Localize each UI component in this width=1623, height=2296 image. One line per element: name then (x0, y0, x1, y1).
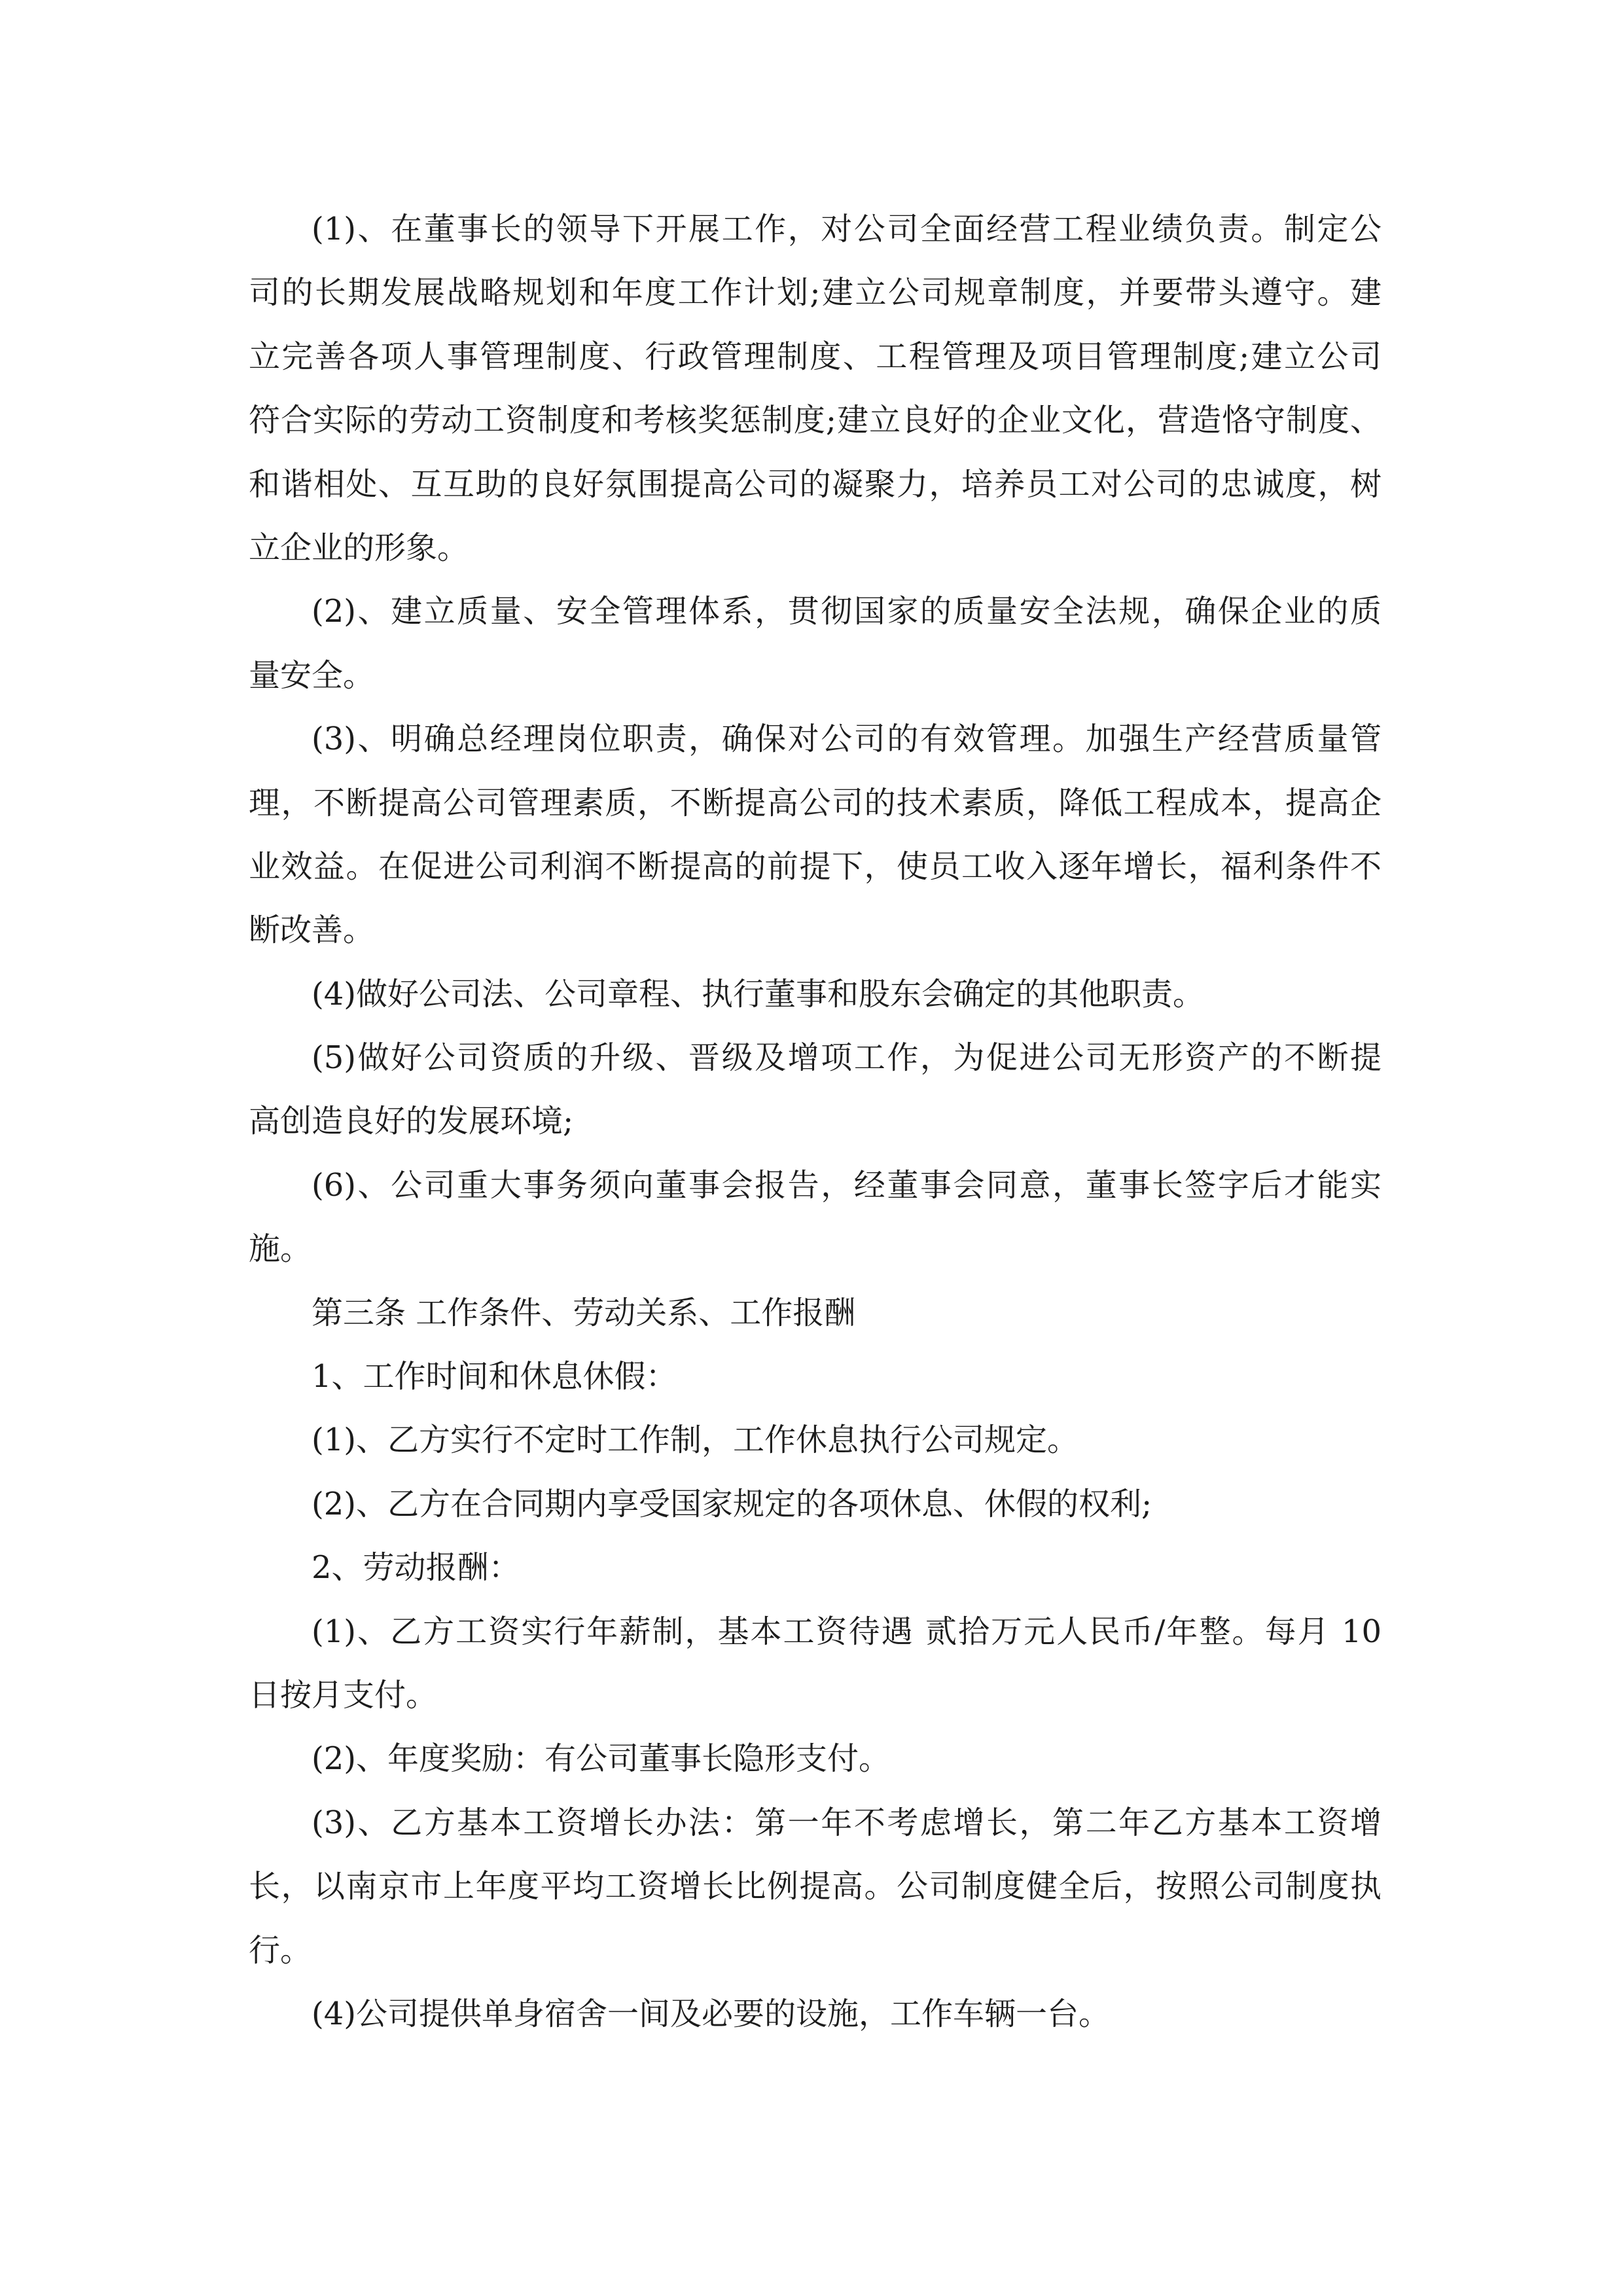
text-line: 符合实际的劳动工资制度和考核奖惩制度;建立良好的企业文化，营造恪守制度、 (249, 402, 1382, 439)
document-body (249, 198, 1382, 2046)
paragraph-duty-2 (249, 580, 1382, 708)
paragraph-duty-3 (249, 708, 1382, 963)
subsection-heading-working-hours (249, 1345, 1382, 1408)
text-line: 长，以南京市上年度平均工资增长比例提高。公司制度健全后，按照公司制度执 (249, 1868, 1382, 1905)
text-line: 业效益。在促进公司利润不断提高的前提下，使员工收入逐年增长，福利条件不 (249, 848, 1382, 885)
paragraph-duty-4 (249, 963, 1382, 1026)
paragraph-duty-1 (249, 198, 1382, 580)
text-line: 高创造良好的发展环境; (249, 1103, 574, 1140)
text-line: (6)、公司重大事务须向董事会报告，经董事会同意，董事长签字后才能实 (312, 1166, 1382, 1204)
text-line: 量安全。 (249, 656, 375, 694)
text-line: (1)、在董事长的领导下开展工作，对公司全面经营工程业绩负责。制定公 (312, 211, 1382, 247)
text-line: (4)做好公司法、公司章程、执行董事和股东会确定的其他职责。 (312, 975, 1204, 1013)
paragraph-duty-6 (249, 1154, 1382, 1282)
section-heading: 第三条 工作条件、劳动关系、工作报酬 (312, 1294, 856, 1331)
text-line: (2)、乙方在合同期内享受国家规定的各项休息、休假的权利; (312, 1485, 1152, 1522)
paragraph-pay-4 (249, 1982, 1382, 2046)
text-line: 立完善各项人事管理制度、行政管理制度、工程管理及项目管理制度;建立公司 (249, 338, 1382, 375)
text-line: 日按月支付。 (249, 1676, 438, 1713)
section-heading-article-3 (249, 1282, 1382, 1345)
subsection-heading: 1、工作时间和休息休假： (312, 1358, 677, 1395)
text-line: (2)、建立质量、安全管理体系，贯彻国家的质量安全法规，确保企业的质 (312, 593, 1382, 630)
text-line: (5)做好公司资质的升级、晋级及增项工作，为促进公司无形资产的不断提 (312, 1039, 1382, 1077)
subsection-heading: 2、劳动报酬： (312, 1549, 520, 1587)
paragraph-hours-2 (249, 1473, 1382, 1536)
paragraph-duty-5 (249, 1026, 1382, 1154)
text-line: (1)、乙方实行不定时工作制，工作休息执行公司规定。 (312, 1422, 1079, 1459)
paragraph-pay-2 (249, 1727, 1382, 1791)
text-line: 行。 (249, 1931, 312, 1969)
text-line: (1)、乙方工资实行年薪制，基本工资待遇 贰拾万元人民币/年整。每月 10 (312, 1613, 1382, 1650)
text-line: (2)、年度奖励：有公司董事长隐形支付。 (312, 1740, 890, 1778)
text-line: 司的长期发展战略规划和年度工作计划;建立公司规章制度，并要带头遵守。建 (249, 274, 1382, 312)
text-line: 理，不断提高公司管理素质，不断提高公司的技术素质，降低工程成本，提高企 (249, 784, 1382, 821)
text-line: (4)公司提供单身宿舍一间及必要的设施，工作车辆一台。 (312, 1995, 1110, 2032)
paragraph-pay-3 (249, 1791, 1382, 1982)
text-line: 施。 (249, 1230, 312, 1268)
text-line: 立企业的形象。 (249, 529, 469, 566)
paragraph-hours-1 (249, 1408, 1382, 1472)
text-line: (3)、明确总经理岗位职责，确保对公司的有效管理。加强生产经营质量管 (312, 721, 1382, 758)
paragraph-pay-1 (249, 1600, 1382, 1728)
text-line: 和谐相处、互互助的良好氛围提高公司的凝聚力，培养员工对公司的忠诚度，树 (249, 465, 1382, 503)
subsection-heading-compensation (249, 1536, 1382, 1600)
text-line: 断改善。 (249, 912, 375, 949)
text-line: (3)、乙方基本工资增长办法：第一年不考虑增长，第二年乙方基本工资增 (312, 1804, 1382, 1841)
